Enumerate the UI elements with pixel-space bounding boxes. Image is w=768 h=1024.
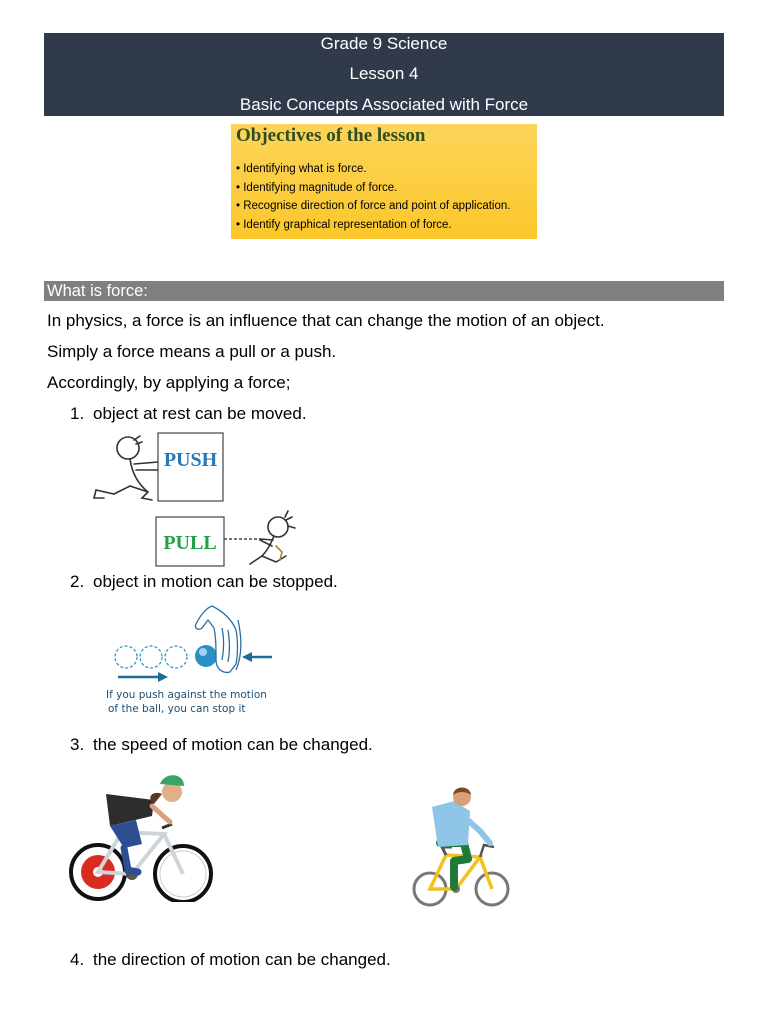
- section-heading: What is force:: [44, 281, 724, 301]
- pulling-person-icon: [250, 511, 295, 564]
- push-pull-figure: [90, 428, 302, 570]
- ball-icon: [195, 645, 217, 667]
- pull-label: PULL: [163, 532, 217, 554]
- list-item: 1. object at rest can be moved.: [70, 404, 307, 423]
- push-label: PUSH: [163, 449, 218, 471]
- fast-cyclist-image: [66, 770, 216, 902]
- list-item: 4. the direction of motion can be changed.: [70, 950, 391, 969]
- ball-caption: of the ball, you can stop it: [108, 703, 246, 715]
- slow-cyclist-image: [410, 783, 514, 909]
- objectives-list: [236, 160, 510, 234]
- cyclist-icon: [432, 788, 490, 888]
- header-subject: Grade 9 Science: [320, 34, 448, 53]
- pushing-person-icon: [94, 436, 158, 500]
- list-item: 2. object in motion can be stopped.: [70, 572, 338, 591]
- ball-caption: If you push against the motion: [106, 689, 267, 701]
- ball-trail-icon: [115, 646, 137, 668]
- objective-item: • Identify graphical representation of force.: [236, 216, 510, 235]
- simple-definition: Simply a force means a pull or a push.: [47, 342, 337, 361]
- bicycle-icon: [414, 845, 508, 905]
- ball-trail-icon: [165, 646, 187, 668]
- list-item: 3. the speed of motion can be changed.: [70, 735, 373, 754]
- definition-paragraph: In physics, a force is an influence that can change the motion of an object.: [47, 311, 605, 330]
- ball-trail-icon: [140, 646, 162, 668]
- objectives-title: Objectives of the lesson: [236, 125, 426, 146]
- intro-line: Accordingly, by applying a force;: [47, 373, 291, 392]
- objective-item: • Identifying what is force.: [236, 160, 510, 179]
- objective-item: • Identifying magnitude of force.: [236, 179, 510, 198]
- lesson-header: [44, 33, 724, 116]
- header-title: Basic Concepts Associated with Force: [239, 95, 529, 114]
- objective-item: • Recognise direction of force and point of application.: [236, 197, 510, 216]
- objectives-box: [231, 124, 537, 239]
- header-lesson: Lesson 4: [349, 64, 419, 83]
- ball-stop-figure: [104, 598, 280, 718]
- bicycle-icon: [71, 824, 211, 902]
